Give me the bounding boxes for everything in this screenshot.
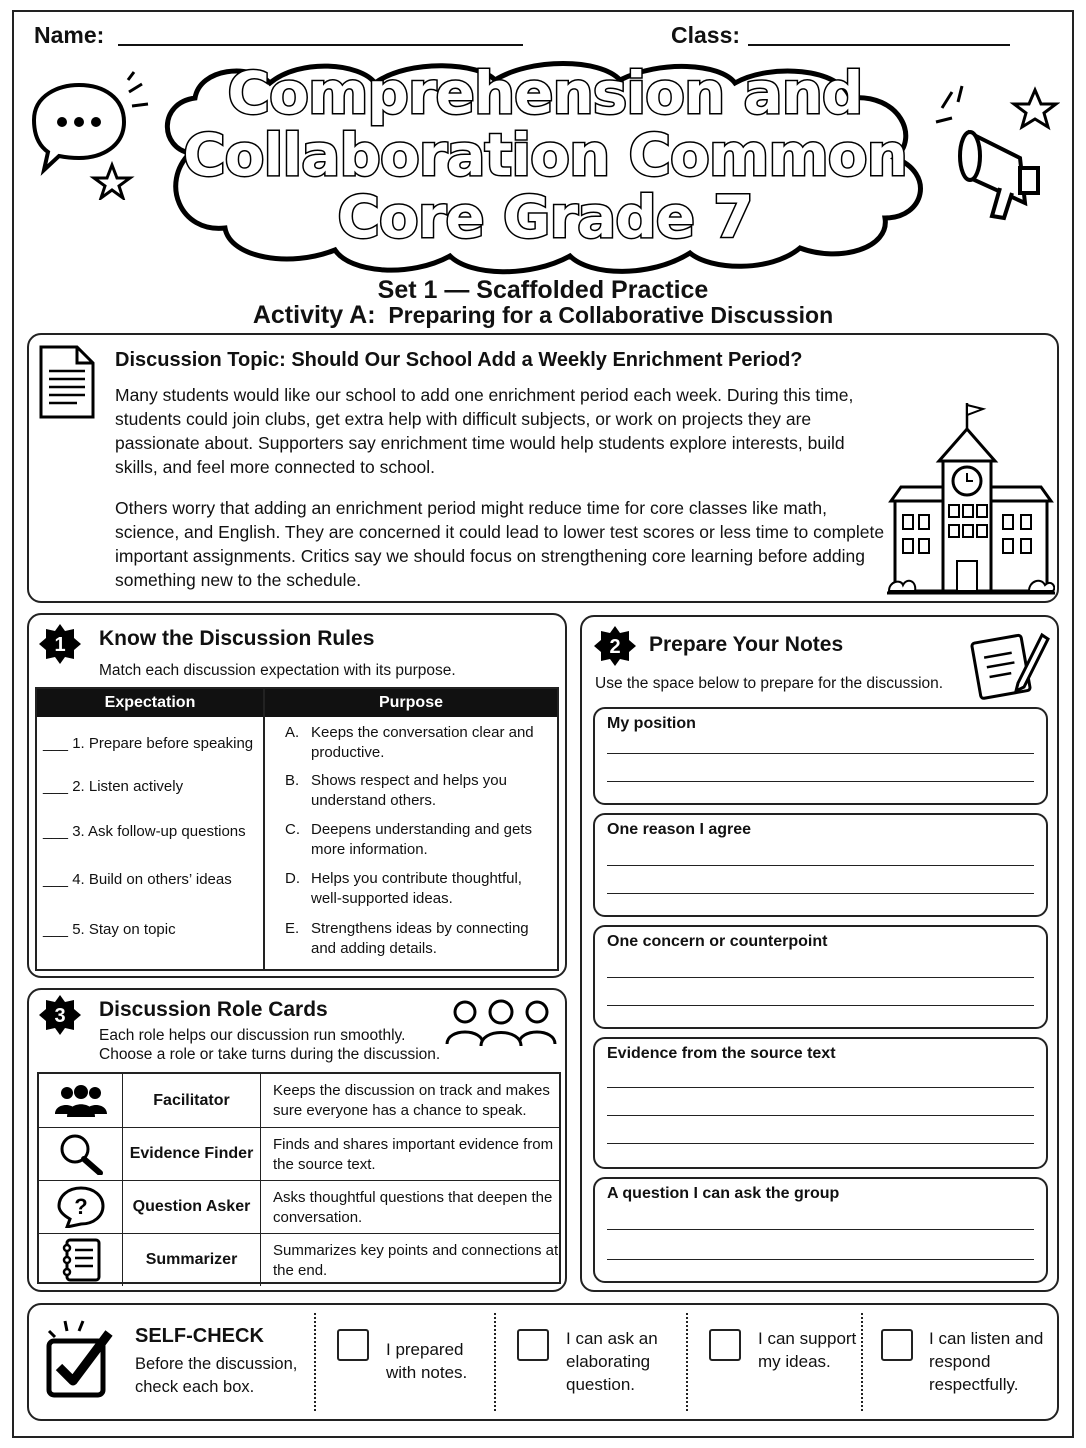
activity-text: Preparing for a Collaborative Discussion [388, 302, 834, 328]
writing-line[interactable] [607, 1115, 1034, 1116]
purpose-text: Keeps the conversation clear and productive. [311, 724, 534, 761]
rules-title: Know the Discussion Rules [99, 627, 375, 650]
roles-instruction-2: Choose a role or take turns during the discussion. [99, 1046, 441, 1063]
col-expectation: Expectation [37, 689, 263, 717]
checkbox-label: I can listen and respond respectfully. [929, 1329, 1044, 1394]
section-1-badge [39, 623, 81, 665]
expectation-item[interactable]: ___ 5. Stay on topic [43, 921, 176, 938]
roles-title: Discussion Role Cards [99, 998, 328, 1021]
section-3-badge [39, 994, 81, 1036]
svg-text:?: ? [73, 1194, 88, 1219]
writing-line[interactable] [607, 977, 1034, 978]
section-2-number: 2 [609, 636, 621, 658]
subtitle: Set 1 — Scaffolded Practice [377, 276, 709, 304]
note-label: My position [607, 715, 696, 732]
discussion-rules-panel [27, 613, 567, 978]
checkbox-support-ideas[interactable] [709, 1329, 741, 1361]
expectation-item[interactable]: ___ 4. Build on others’ ideas [43, 871, 232, 888]
col-purpose: Purpose [265, 689, 557, 717]
note-label: One reason I agree [607, 821, 752, 838]
class-field[interactable] [748, 44, 1010, 46]
role-row-summarizer [39, 1233, 559, 1286]
rules-divider [263, 689, 265, 969]
purpose-text: Deepens understanding and gets more information. [311, 821, 533, 858]
discussion-topic-panel [27, 333, 1059, 603]
divider [861, 1313, 863, 1411]
title-line-3: Core Grade 7 [337, 183, 753, 251]
role-name: Summarizer [123, 1234, 261, 1286]
checkbox-prepared[interactable] [337, 1329, 369, 1361]
role-description: Asks thoughtful questions that deepen the conversation. [273, 1189, 553, 1226]
section-1-number: 1 [54, 634, 66, 656]
rules-instruction: Match each discussion expectation with its purpose. [99, 662, 456, 679]
purpose-text: Helps you contribute thoughtful, well-supported ideas. [311, 870, 522, 907]
role-name: Facilitator [123, 1074, 261, 1127]
writing-line[interactable] [607, 1005, 1034, 1006]
role-name: Evidence Finder [123, 1128, 261, 1180]
page-title [150, 59, 940, 251]
note-card-concern [593, 925, 1048, 1029]
activity-label: Activity A: [252, 301, 376, 329]
prepare-notes-panel [580, 615, 1059, 1292]
group-icon [39, 1074, 123, 1127]
role-row-facilitator [39, 1074, 559, 1127]
note-card-reason [593, 813, 1048, 917]
magnifier-icon [39, 1128, 123, 1180]
role-row-evidence-finder [39, 1127, 559, 1180]
purpose-item [285, 919, 553, 959]
checkbox-label: I can support my ideas. [758, 1329, 857, 1371]
expectation-item[interactable]: ___ 1. Prepare before speaking [43, 735, 254, 752]
purpose-letter: A. [285, 724, 300, 741]
name-field[interactable] [118, 44, 523, 46]
checkbox-listen-respond[interactable] [881, 1329, 913, 1361]
self-check-panel [27, 1303, 1059, 1421]
name-label: Name: [34, 22, 105, 48]
section-3-number: 3 [54, 1005, 66, 1027]
purpose-text: Shows respect and helps you understand others. [311, 772, 507, 809]
purpose-text: Strengthens ideas by connecting and adding details. [311, 920, 529, 957]
self-check-instruction: Before the discussion, check each box. [135, 1355, 298, 1396]
role-cards-panel [27, 988, 567, 1292]
note-label: One concern or counterpoint [607, 933, 828, 950]
purpose-letter: B. [285, 772, 300, 789]
writing-line[interactable] [607, 1143, 1034, 1144]
section-2-badge [594, 625, 636, 667]
topic-title: Discussion Topic: Should Our School Add a Weekly Enrichment Period? [115, 349, 803, 371]
purpose-letter: D. [285, 870, 300, 887]
class-label: Class: [671, 22, 741, 48]
role-name: Question Asker [123, 1181, 261, 1233]
notes-instruction: Use the space below to prepare for the discussion. [595, 675, 944, 692]
question-icon [39, 1181, 123, 1233]
writing-line[interactable] [607, 1087, 1034, 1088]
topic-paragraph-1: Many students would like our school to add one enrichment period each week. During this time, students could join clubs, get extra help with difficult subjects, or work on projects they are passionate about. Supporters say enrichment time would help students explore interests, build skills, and feel more connected to school. [115, 385, 854, 477]
writing-line[interactable] [607, 1259, 1034, 1260]
notebook-icon [39, 1234, 123, 1286]
purpose-letter: C. [285, 821, 300, 838]
expectation-item[interactable]: ___ 3. Ask follow-up questions [43, 823, 246, 840]
note-label: A question I can ask the group [607, 1185, 840, 1202]
title-line-2: Collaboration Common [183, 121, 907, 189]
divider [314, 1313, 316, 1411]
title-line-1: Comprehension and [227, 59, 863, 127]
checkbox-ask-question[interactable] [517, 1329, 549, 1361]
topic-paragraph-2: Others worry that adding an enrichment period might reduce time for core classes like math, science, and English. They are concerned it could lead to lower test scores or less time to complete important assignments. Critics say we should focus on strengthening core learning before adding something new to the schedule. [115, 498, 885, 590]
roles-instruction-1: Each role helps our discussion run smoothly. [99, 1027, 406, 1044]
note-card-position [593, 707, 1048, 805]
purpose-item [285, 820, 553, 860]
megaphone-icon [930, 78, 1060, 223]
self-check-title: SELF-CHECK [135, 1325, 264, 1347]
checkmark-box-icon [43, 1317, 127, 1401]
document-icon [37, 343, 97, 421]
speech-bubble-icon [24, 70, 154, 200]
checkbox-label: I prepared with notes. [386, 1340, 468, 1382]
role-description: Summarizes key points and connections at the end. [273, 1242, 559, 1279]
school-building-icon [887, 401, 1055, 597]
divider [494, 1313, 496, 1411]
activity-heading [0, 301, 1086, 330]
writing-line[interactable] [607, 1229, 1034, 1230]
writing-line[interactable] [607, 893, 1034, 894]
purpose-item [285, 723, 553, 763]
note-card-evidence [593, 1037, 1048, 1169]
expectation-item[interactable]: ___ 2. Listen actively [43, 778, 184, 795]
role-description: Keeps the discussion on track and makes sure everyone has a chance to speak. [273, 1082, 550, 1119]
people-group-icon [445, 998, 557, 1048]
writing-line[interactable] [607, 865, 1034, 866]
notepad-pen-icon [970, 625, 1050, 701]
purpose-item [285, 869, 553, 909]
purpose-letter: E. [285, 920, 300, 937]
rules-matching-table [35, 687, 559, 971]
note-card-question [593, 1177, 1048, 1283]
roles-table [37, 1072, 561, 1284]
writing-line[interactable] [607, 753, 1034, 754]
role-row-question-asker [39, 1180, 559, 1233]
writing-line[interactable] [607, 781, 1034, 782]
purpose-item [285, 771, 553, 811]
checkbox-label: I can ask an elaborating question. [566, 1329, 658, 1394]
role-description: Finds and shares important evidence from the source text. [273, 1136, 554, 1173]
divider [686, 1313, 688, 1411]
notes-title: Prepare Your Notes [649, 633, 844, 656]
note-label: Evidence from the source text [607, 1045, 836, 1062]
